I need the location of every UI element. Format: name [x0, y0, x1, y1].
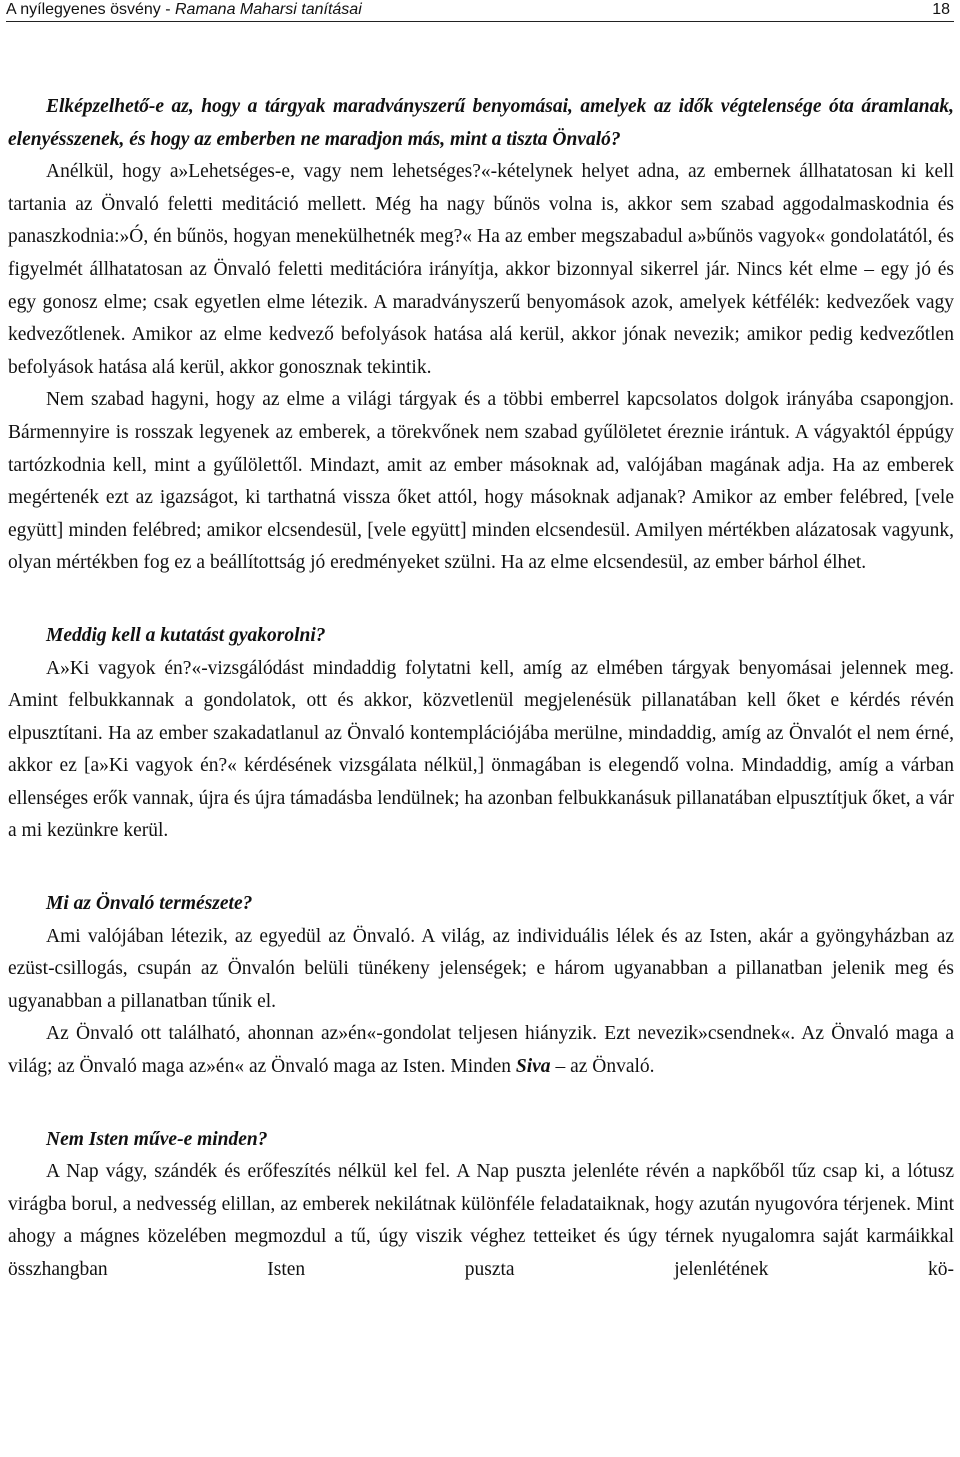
- question-4: Nem Isten műve-e minden?: [46, 1128, 268, 1150]
- answer-3-paragraph-2: [8, 1018, 954, 1083]
- running-title: [6, 0, 362, 20]
- answer-1-paragraph-1: Anélkül, hogy a»Lehetséges-e, vagy nem lehetséges?«-kételynek helyet adna, az embernek állhatatosan ki kell tartania az Önvaló feletti meditáció mellett. Még ha nagy bűnös volna is, akkor sem szabad aggodalmaskodnia és panaszkodnia:»Ó, én bűnös, hogyan menekülhetnék meg?« Ha az ember megszabadul a»bűnös vagyok« gondolatától, és figyelmét állhatatosan az Önvaló feletti meditációra irányítja, akkor bizonnyal sikerrel jár. Nincs két elme – egy jó és egy gonosz elme; csak egyetlen elme létezik. A maradványszerű benyomások azok, amelyek kétfélék: kedvezőek vagy kedvezőtlenek. Amikor az elme kedvező befolyások hatása alá kerül, akkor jónak nevezik; amikor pedig kedvezőtlen befolyások hatása alá kerül, akkor gonosznak tekintik.: [8, 161, 954, 378]
- answer-3-text-before: Az Önvaló ott található, ahonnan az»én«-gondolat teljesen hiányzik. Ezt nevezik»csendnek«. Az Önvaló maga a világ; az Önvaló maga az»én« az Önvaló maga az Isten. Minden: [8, 1023, 954, 1078]
- question-1: Elképzelhető-e az, hogy a tárgyak maradványszerű benyomásai, amelyek az idők végtelensége óta áramlanak, elenyésszenek, és hogy az emberben ne maradjon más, mint a tiszta Önvaló?: [8, 96, 954, 150]
- page-number: 18: [932, 1, 950, 18]
- book-title: A nyílegyenes ösvény: [6, 1, 161, 18]
- page-header: [6, 0, 954, 22]
- title-separator: -: [160, 1, 175, 18]
- answer-2: A»Ki vagyok én?«-vizsgálódást mindaddig folytatni kell, amíg az elmében tárgyak benyomásai jelennek meg. Amint felbukkannak a gondolatok, ott és akkor, közvetlenül megjelenésük pillanatában kell őket e kérdés révén elpusztítani. Ha az ember szakadatlanul az Önvaló kontemplációjába merülne, mindaddig, amíg az Önvalót el nem érné, akkor ez [a»Ki vagyok én?« kérdésének vizsgálata nélkül,] önmagában is elegendő volna. Mindaddig, amíg a várban ellenséges erők vannak, újra és újra támadásba lendülnek; ha azonban felbukkanásuk pillanatában elpusztítjuk őket, a vár a mi kezünkre kerül.: [8, 657, 954, 842]
- page-content: [8, 91, 954, 1287]
- book-subtitle: Ramana Maharsi tanításai: [174, 1, 362, 18]
- section-gap: [8, 1084, 954, 1124]
- section-gap: [8, 580, 954, 620]
- answer-3-paragraph-1: Ami valójában létezik, az egyedül az Önvaló. A világ, az individuális lélek és az Isten, akár a gyöngyházban az ezüst-csillogás, csupán az Önvalón belüli tünékeny jelenségek; e három ugyanabban a pillanatban jelenik meg és ugyanabban a pillanatban tűnik el.: [8, 925, 954, 1012]
- answer-4: A Nap vágy, szándék és erőfeszítés nélkül kel fel. A Nap puszta jelenléte révén a napkőből tűz csap ki, a lótusz virágba borul, a nedvesség elillan, az emberek nekilátnak különféle feladataiknak, hogy azután nyugovóra térjenek. Mint ahogy a mágnes közelében megmozdul a tű, úgy viszik véghez tetteiket és úgy térnek nyugalomra saját karmáikkal összhangban Isten puszta jelenlétének kö-: [8, 1161, 954, 1280]
- question-2: Meddig kell a kutatást gyakorolni?: [46, 624, 326, 646]
- answer-1-paragraph-2: Nem szabad hagyni, hogy az elme a világi tárgyak és a többi emberrel kapcsolatos dolgok irányába csapongjon. Bármennyire is rosszak legyenek az emberek, a törekvőnek nem szabad gyűlöletet éreznie irántuk. A vágyaktól éppúgy tartózkodnia kell, mint a gyűlölettől. Mindazt, amit az ember másoknak ad, valójában magának adja. Ha az emberek megértenék ezt az igazságot, ki tarthatná vissza őket attól, hogy másoknak adjanak? Amikor az ember felébred, [vele együtt] minden felébred; amikor elcsendesül, [vele együtt] minden elcsendesül. Amilyen mértékben alázatosak vagyunk, olyan mértékben fog ez a beállítottság jó eredményeket szülni. Ha az elme elcsendesül, az ember bárhol élhet.: [8, 389, 954, 574]
- section-gap: [8, 848, 954, 888]
- answer-3-text-after: – az Önvaló.: [550, 1056, 655, 1078]
- siva-term: Siva: [515, 1056, 551, 1078]
- question-3: Mi az Önvaló természete?: [46, 893, 253, 915]
